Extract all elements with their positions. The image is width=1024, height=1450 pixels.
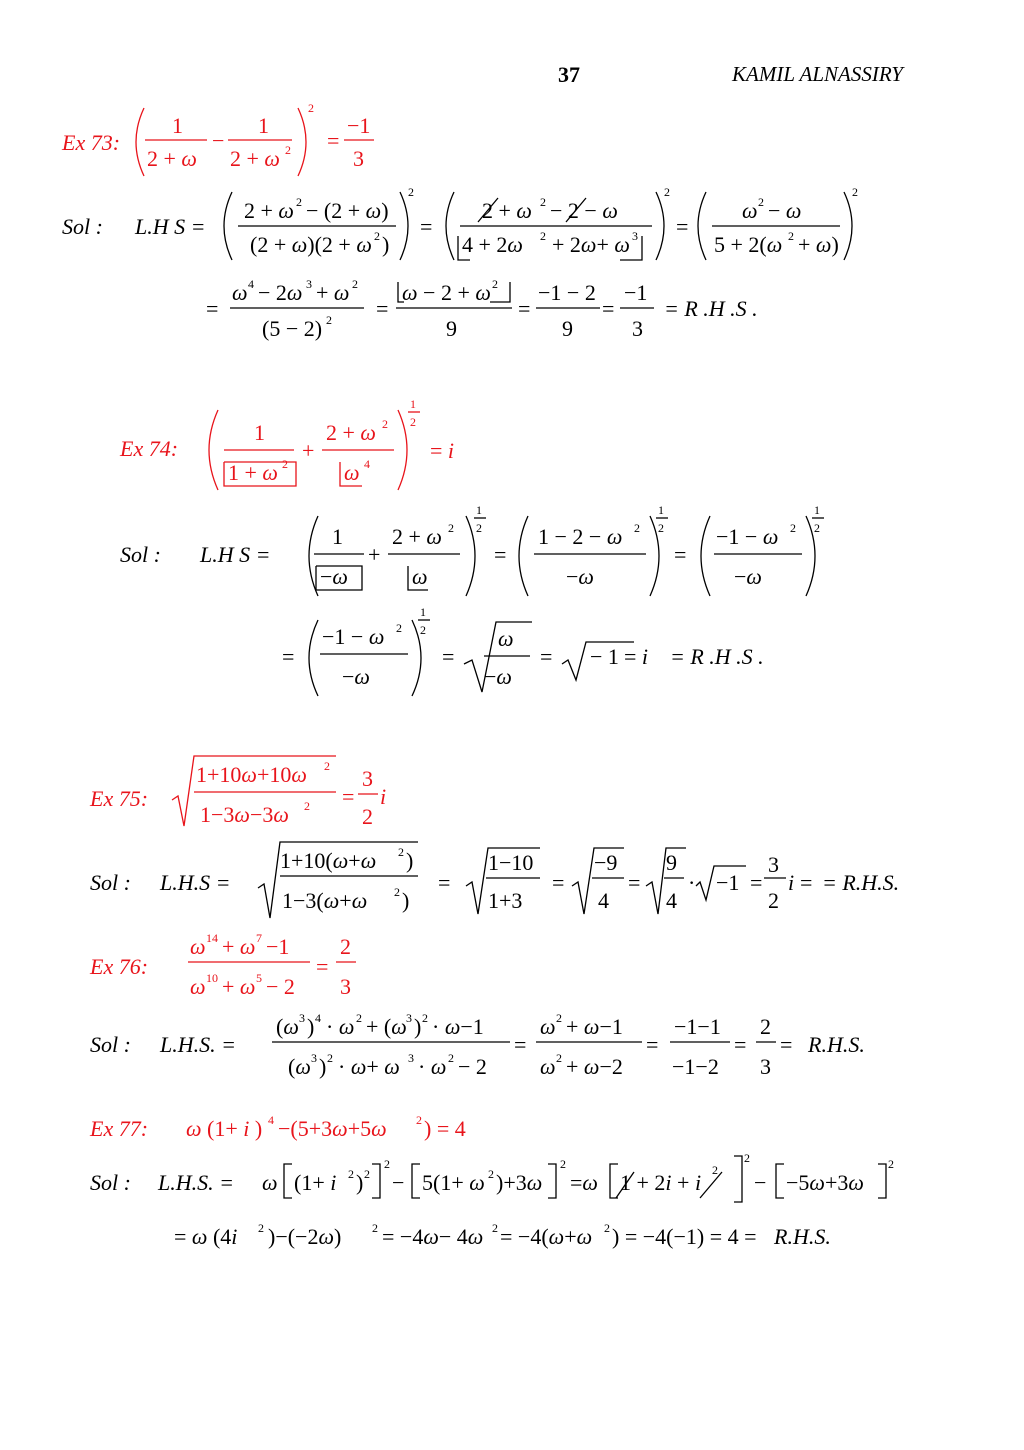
svg-text:2: 2	[658, 521, 664, 535]
svg-text:1: 1	[814, 503, 820, 517]
svg-text:=: =	[602, 296, 615, 321]
svg-text:2: 2	[324, 759, 330, 773]
svg-text:−5ω+3ω: −5ω+3ω	[786, 1170, 864, 1195]
svg-text:=: =	[734, 1032, 747, 1057]
svg-text:−: −	[754, 1170, 767, 1195]
svg-text:4: 4	[315, 1011, 321, 1025]
svg-text:) = −4(−1) = 4 =: ) = −4(−1) = 4 =	[612, 1224, 757, 1249]
svg-text:−1: −1	[266, 934, 290, 959]
svg-text:+ ω: + ω	[222, 934, 256, 959]
svg-text:1: 1	[420, 605, 426, 619]
svg-text:i: i	[788, 870, 795, 895]
svg-text:2: 2	[382, 417, 388, 431]
svg-text:+ ω): + ω)	[798, 232, 839, 257]
ex74-label: Ex 74:	[120, 436, 179, 461]
svg-text:2: 2	[768, 888, 779, 913]
svg-text:2: 2	[304, 799, 310, 813]
svg-text:3: 3	[760, 1054, 771, 1079]
ex73-label: Ex 73:	[62, 130, 121, 155]
svg-text:=: =	[628, 870, 641, 895]
svg-text:1: 1	[658, 503, 664, 517]
svg-text:=: =	[800, 870, 813, 895]
svg-text:− ω: − ω	[768, 198, 802, 223]
svg-text:2: 2	[285, 143, 291, 157]
svg-text:3: 3	[632, 229, 638, 243]
svg-text:2: 2	[410, 415, 416, 429]
svg-text:ω: ω	[190, 934, 206, 959]
svg-text:): )	[319, 1054, 327, 1079]
svg-text:2: 2	[604, 1221, 610, 1235]
svg-text:=: =	[494, 542, 507, 567]
ex75-sol-label: Sol :	[90, 870, 131, 895]
example-76	[89, 931, 865, 1079]
svg-text:−1 − ω: −1 − ω	[716, 524, 779, 549]
svg-text:1 + ω: 1 + ω	[228, 460, 278, 485]
svg-text:2: 2	[326, 313, 332, 327]
svg-text:2: 2	[356, 1011, 362, 1025]
svg-text:1: 1	[254, 420, 265, 445]
svg-text:2: 2	[492, 277, 498, 291]
svg-text:3: 3	[340, 974, 351, 999]
ex77-sol-label: Sol :	[90, 1170, 131, 1195]
svg-text:10: 10	[206, 971, 218, 985]
svg-text:1−3ω−3ω: 1−3ω−3ω	[200, 802, 289, 827]
svg-text:2: 2	[408, 185, 414, 199]
ex76-label: Ex 76:	[90, 954, 149, 979]
ex76-conclusion: R.H.S.	[808, 1032, 865, 1057]
ex74-conclusion: = R .H .S .	[670, 644, 764, 669]
svg-text:2: 2	[448, 1051, 454, 1065]
svg-text:=: =	[342, 784, 355, 809]
svg-text:5: 5	[256, 971, 262, 985]
svg-text:(1+ i: (1+ i	[294, 1170, 337, 1195]
svg-text:− 2: − 2	[266, 974, 295, 999]
ex76-sol-label: Sol :	[90, 1032, 131, 1057]
svg-text:3: 3	[353, 146, 364, 171]
svg-text:9: 9	[446, 316, 457, 341]
svg-text:): )	[382, 232, 390, 257]
svg-text:4: 4	[666, 888, 677, 913]
svg-text:−9: −9	[594, 850, 618, 875]
svg-text:1: 1	[258, 113, 269, 138]
svg-text:ω: ω	[742, 198, 758, 223]
svg-text:ω − 2 + ω: ω − 2 + ω	[402, 280, 491, 305]
svg-text:(ω: (ω	[276, 1014, 299, 1039]
svg-text:ω (1+ i ): ω (1+ i )	[186, 1116, 263, 1141]
svg-text:=: =	[420, 214, 433, 239]
svg-text:=: =	[514, 1032, 527, 1057]
svg-text:2: 2	[364, 1167, 370, 1181]
svg-text:=: =	[206, 296, 219, 321]
svg-text:2: 2	[422, 1011, 428, 1025]
svg-text:4: 4	[364, 457, 370, 471]
svg-text:=: =	[327, 128, 340, 153]
svg-text:1+10ω+10ω: 1+10ω+10ω	[196, 762, 307, 787]
example-77	[89, 1113, 894, 1249]
svg-text:3: 3	[768, 852, 779, 877]
svg-text:1+3: 1+3	[488, 888, 523, 913]
svg-text:): )	[356, 1170, 364, 1195]
svg-text:−1−1: −1−1	[674, 1014, 721, 1039]
svg-text:2: 2	[394, 885, 400, 899]
ex74-lhs: L.H S =	[200, 542, 271, 567]
svg-text:1 + 2i + i: 1 + 2i + i	[620, 1170, 702, 1195]
svg-text:=: =	[316, 954, 329, 979]
svg-text:ω: ω	[344, 460, 360, 485]
svg-text:ω: ω	[262, 1170, 278, 1195]
svg-text:2: 2	[362, 804, 373, 829]
svg-text:−1: −1	[347, 113, 371, 138]
svg-text:2: 2	[758, 195, 764, 209]
svg-text:1−3(ω+ω: 1−3(ω+ω	[282, 888, 368, 913]
svg-text:− (2 + ω): − (2 + ω)	[306, 198, 389, 223]
svg-text:−: −	[212, 128, 225, 153]
svg-text:): )	[406, 848, 414, 873]
svg-text:2 + ω: 2 + ω	[326, 420, 376, 445]
svg-text:2: 2	[790, 521, 796, 535]
svg-text:+ ω−1: + ω−1	[566, 1014, 623, 1039]
svg-text:3: 3	[311, 1051, 317, 1065]
svg-text:−1 − 2: −1 − 2	[538, 280, 596, 305]
svg-text:3: 3	[306, 277, 312, 291]
svg-text:=: =	[646, 1032, 659, 1057]
svg-text:3: 3	[299, 1011, 305, 1025]
svg-text:1+10(ω+ω: 1+10(ω+ω	[280, 848, 377, 873]
svg-text:−ω: −ω	[566, 564, 594, 589]
svg-text:2: 2	[888, 1157, 894, 1171]
svg-text:1: 1	[410, 397, 416, 411]
svg-text:·: ·	[688, 870, 696, 895]
svg-text:(ω: (ω	[288, 1054, 311, 1079]
svg-text:2: 2	[814, 521, 820, 535]
svg-text:2: 2	[327, 1051, 333, 1065]
svg-text:1: 1	[332, 524, 343, 549]
svg-text:+ ω−2: + ω−2	[566, 1054, 623, 1079]
svg-text:· ω: · ω	[418, 1054, 447, 1079]
ex77-conclusion: R.H.S.	[774, 1224, 831, 1249]
svg-text:5 + 2(ω: 5 + 2(ω	[714, 232, 783, 257]
svg-text:(2 + ω)(2 + ω: (2 + ω)(2 + ω	[250, 232, 372, 257]
svg-text:−1: −1	[716, 870, 740, 895]
svg-text:2 + ω: 2 + ω	[230, 146, 280, 171]
svg-text:+ 2ω+ ω: + 2ω+ ω	[552, 232, 630, 257]
svg-text:+ ω: + ω	[222, 974, 256, 999]
svg-text:2: 2	[788, 229, 794, 243]
svg-text:1: 1	[172, 113, 183, 138]
svg-text:2: 2	[416, 1113, 422, 1127]
svg-text:): )	[307, 1014, 315, 1039]
svg-text:4: 4	[248, 277, 254, 291]
svg-text:3: 3	[632, 316, 643, 341]
svg-text:= i: = i	[430, 438, 455, 463]
svg-text:9: 9	[562, 316, 573, 341]
svg-text:ω: ω	[232, 280, 248, 305]
svg-text:=: =	[518, 296, 531, 321]
svg-text:2: 2	[374, 229, 380, 243]
svg-text:+ (ω: + (ω	[366, 1014, 407, 1039]
svg-text:): )	[402, 888, 410, 913]
ex77-label: Ex 77:	[90, 1116, 149, 1141]
svg-text:2: 2	[556, 1051, 562, 1065]
example-73	[61, 101, 858, 341]
svg-text:3: 3	[408, 1051, 414, 1065]
svg-text:2: 2	[744, 1151, 750, 1165]
svg-text:− 2ω: − 2ω	[258, 280, 303, 305]
svg-text:−: −	[392, 1170, 405, 1195]
svg-text:2: 2	[556, 1011, 562, 1025]
svg-text:=: =	[750, 870, 763, 895]
svg-text:2: 2	[340, 934, 351, 959]
svg-text:· ω+ ω: · ω+ ω	[338, 1054, 400, 1079]
svg-text:)+3ω: )+3ω	[496, 1170, 543, 1195]
svg-text:2: 2	[664, 185, 670, 199]
svg-text:2: 2	[634, 521, 640, 535]
svg-text:· ω−1: · ω−1	[432, 1014, 484, 1039]
svg-text:2 + ω: 2 + ω	[392, 524, 442, 549]
svg-text:= i: = i	[624, 644, 649, 669]
svg-text:−ω: −ω	[484, 664, 512, 689]
svg-text:2: 2	[352, 277, 358, 291]
svg-text:+: +	[368, 542, 381, 567]
svg-text:=: =	[674, 542, 687, 567]
svg-text:2: 2	[760, 1014, 771, 1039]
svg-text:2: 2	[282, 457, 288, 471]
svg-text:=: =	[282, 644, 295, 669]
svg-text:7: 7	[256, 931, 262, 945]
svg-text:ω: ω	[540, 1014, 556, 1039]
svg-text:+: +	[302, 438, 315, 463]
svg-text:2: 2	[398, 845, 404, 859]
ex73-conclusion: = R .H .S .	[664, 296, 758, 321]
ex74-sol-label: Sol :	[120, 542, 161, 567]
svg-text:=: =	[438, 870, 451, 895]
example-74	[119, 397, 824, 696]
ex73-lhs: L.H S =	[135, 214, 206, 239]
svg-text:+ ω: + ω	[316, 280, 350, 305]
svg-text:−1 − ω: −1 − ω	[322, 624, 385, 649]
svg-text:2: 2	[476, 521, 482, 535]
svg-text:=: =	[676, 214, 689, 239]
svg-text:)−(−2ω): )−(−2ω)	[268, 1224, 342, 1249]
svg-text:(5 − 2): (5 − 2)	[262, 316, 323, 341]
svg-text:2: 2	[448, 521, 454, 535]
svg-text:−1: −1	[624, 280, 648, 305]
svg-text:= ω (4i: = ω (4i	[174, 1224, 238, 1249]
svg-text:−ω: −ω	[342, 664, 370, 689]
svg-text:4: 4	[268, 1113, 274, 1127]
svg-text:=: =	[376, 296, 389, 321]
svg-text:2: 2	[396, 621, 402, 635]
svg-text:): )	[414, 1014, 422, 1039]
svg-text:=: =	[552, 870, 565, 895]
svg-text:− 2 − ω: − 2 − ω	[550, 198, 618, 223]
svg-text:2: 2	[258, 1221, 264, 1235]
svg-text:= −4ω− 4ω: = −4ω− 4ω	[382, 1224, 484, 1249]
svg-text:· ω: · ω	[326, 1014, 355, 1039]
svg-text:− 2: − 2	[458, 1054, 487, 1079]
svg-text:2 + ω: 2 + ω	[147, 146, 197, 171]
svg-text:1−10: 1−10	[488, 850, 534, 875]
svg-text:−(5+3ω+5ω: −(5+3ω+5ω	[278, 1116, 387, 1141]
example-75	[89, 756, 899, 918]
svg-text:) = 4: ) = 4	[424, 1116, 466, 1141]
svg-text:1 − 2 − ω: 1 − 2 − ω	[538, 524, 623, 549]
page-number: 37	[558, 62, 580, 87]
svg-text:3: 3	[406, 1011, 412, 1025]
svg-text:−1−2: −1−2	[672, 1054, 719, 1079]
svg-text:4 + 2ω: 4 + 2ω	[462, 232, 523, 257]
svg-text:1: 1	[476, 503, 482, 517]
ex76-lhs: L.H.S. =	[160, 1032, 236, 1057]
svg-text:2: 2	[348, 1167, 354, 1181]
svg-text:= −4(ω+ω: = −4(ω+ω	[500, 1224, 593, 1249]
ex75-label: Ex 75:	[90, 786, 149, 811]
svg-text:2: 2	[540, 195, 546, 209]
svg-text:=: =	[780, 1032, 793, 1057]
svg-text:ω: ω	[540, 1054, 556, 1079]
ex77-lhs: L.H.S. =	[158, 1170, 234, 1195]
svg-text:2: 2	[712, 1163, 718, 1177]
svg-text:2: 2	[540, 229, 546, 243]
svg-text:3: 3	[362, 766, 373, 791]
svg-text:− 1: − 1	[590, 644, 619, 669]
svg-text:2: 2	[560, 1157, 566, 1171]
svg-text:4: 4	[598, 888, 609, 913]
svg-text:=: =	[442, 644, 455, 669]
svg-text:i: i	[380, 784, 387, 809]
svg-text:2: 2	[372, 1221, 378, 1235]
svg-text:−ω: −ω	[320, 564, 348, 589]
svg-text:2: 2	[420, 623, 426, 637]
svg-text:2 + ω: 2 + ω	[482, 198, 532, 223]
svg-text:ω: ω	[412, 564, 428, 589]
ex73-sol-label: Sol :	[62, 214, 103, 239]
svg-text:2: 2	[488, 1167, 494, 1181]
svg-text:2: 2	[296, 195, 302, 209]
page-author: KAMIL ALNASSIRY	[732, 62, 903, 86]
svg-text:14: 14	[206, 931, 218, 945]
svg-text:5(1+ ω: 5(1+ ω	[422, 1170, 485, 1195]
svg-text:2: 2	[852, 185, 858, 199]
svg-text:9: 9	[666, 850, 677, 875]
svg-text:2: 2	[492, 1221, 498, 1235]
svg-text:2: 2	[308, 101, 314, 115]
svg-text:=ω: =ω	[570, 1170, 598, 1195]
svg-text:=: =	[540, 644, 553, 669]
ex75-lhs: L.H.S =	[160, 870, 231, 895]
svg-text:ω: ω	[498, 626, 514, 651]
svg-text:2: 2	[384, 1157, 390, 1171]
svg-text:2 + ω: 2 + ω	[244, 198, 294, 223]
ex75-conclusion: = R.H.S.	[822, 870, 900, 895]
svg-text:−ω: −ω	[734, 564, 762, 589]
svg-text:ω: ω	[190, 974, 206, 999]
